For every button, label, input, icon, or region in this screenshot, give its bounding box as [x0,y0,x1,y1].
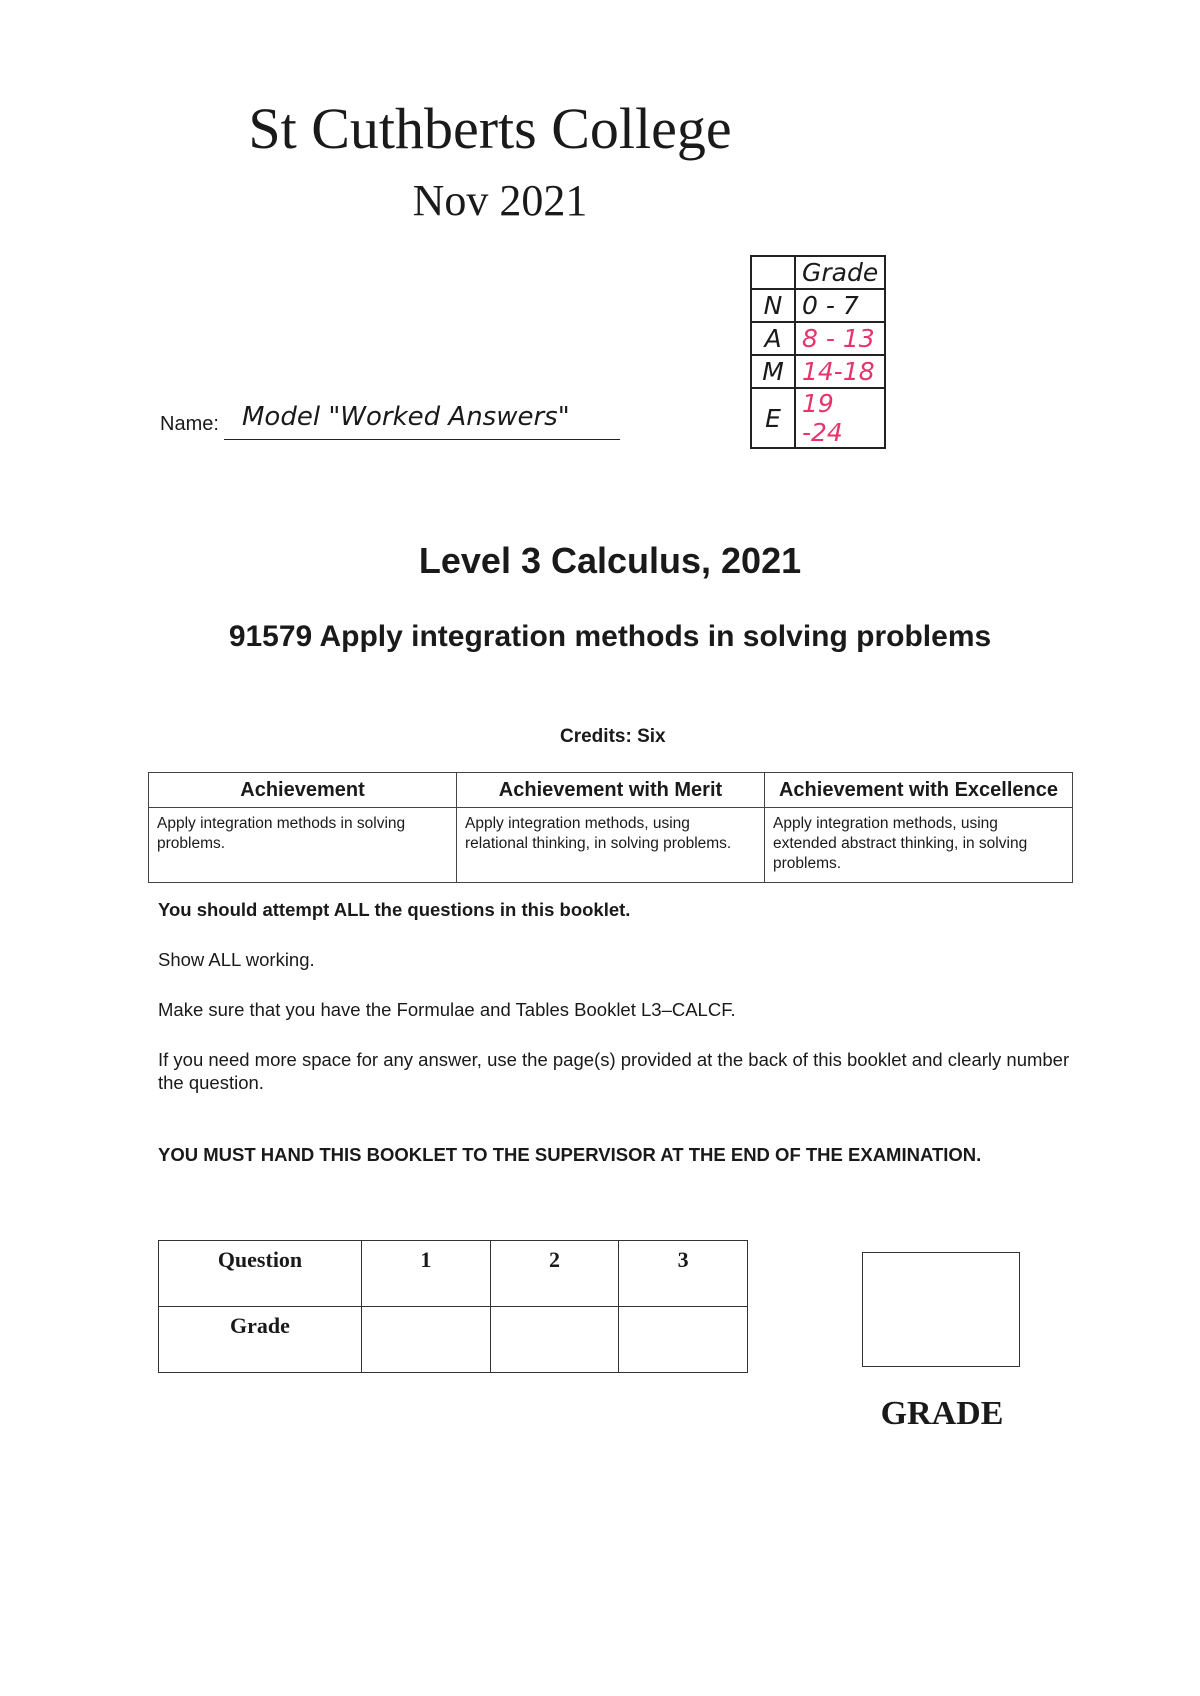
standard-title: 91579 Apply integration methods in solving problems [228,620,992,653]
grade-range: 19 -24 [795,388,885,448]
instruction-hand-in: YOU MUST HAND THIS BOOKLET TO THE SUPERVISOR AT THE END OF THE EXAMINATION. [158,1144,982,1165]
achievement-criteria-table [148,772,1073,883]
merit-description: Apply integration methods, using relational thinking, in solving problems. [457,808,765,883]
question-number: 2 [490,1241,619,1307]
grade-range: 0 - 7 [795,289,885,322]
grade-letter: N [751,289,795,322]
question-number: 1 [362,1241,491,1307]
name-value: Model "Worked Answers" [242,402,570,432]
achievement-header-row [149,773,1073,808]
grade-cell[interactable] [362,1307,491,1373]
exam-date: Nov 2021 [412,176,588,225]
excellence-description: Apply integration methods, using extended abstract thinking, in solving problems. [765,808,1073,883]
grade-range: 8 - 13 [795,322,885,355]
name-field[interactable] [160,385,620,440]
paper-title: Level 3 Calculus, 2021 [418,540,802,581]
instruction-attempt-all: You should attempt ALL the questions in this booklet. [158,899,631,920]
name-label: Name: [160,413,219,435]
instruction-show-working: Show ALL working. [158,949,315,970]
grade-letter: A [751,322,795,355]
grade-scale-row [751,355,885,388]
name-underline [224,439,620,440]
grade-scale-row [751,289,885,322]
question-grade-table [158,1240,748,1373]
grade-scale-row [751,388,885,448]
grade-scale-corner [751,256,795,289]
grade-row [159,1307,748,1373]
grade-cell[interactable] [490,1307,619,1373]
grade-letter: E [751,388,795,448]
instruction-extra-space: If you need more space for any answer, use the page(s) provided at the back of this booklet and clearly number the question. [158,1049,1070,1093]
grade-cell[interactable] [619,1307,748,1373]
instruction-formulae-booklet: Make sure that you have the Formulae and Tables Booklet L3–CALCF. [158,999,736,1020]
question-label: Question [159,1241,362,1307]
question-number: 3 [619,1241,748,1307]
grade-row-label: Grade [159,1307,362,1373]
grade-range: 14-18 [795,355,885,388]
achievement-description-row [149,808,1073,883]
question-row [159,1241,748,1307]
overall-grade-box[interactable] [862,1252,1020,1367]
overall-grade-label: GRADE [880,1395,1004,1432]
grade-scale-heading: Grade [795,256,885,289]
grade-scale-row [751,322,885,355]
merit-header: Achievement with Merit [457,773,765,808]
excellence-header: Achievement with Excellence [765,773,1073,808]
grade-scale-table [750,255,886,449]
grade-scale-header-row [751,256,885,289]
achievement-description: Apply integration methods in solving problems. [149,808,457,883]
grade-letter: M [751,355,795,388]
credits: Credits: Six [560,726,666,747]
college-name: St Cuthberts College [248,96,732,161]
achievement-header: Achievement [149,773,457,808]
